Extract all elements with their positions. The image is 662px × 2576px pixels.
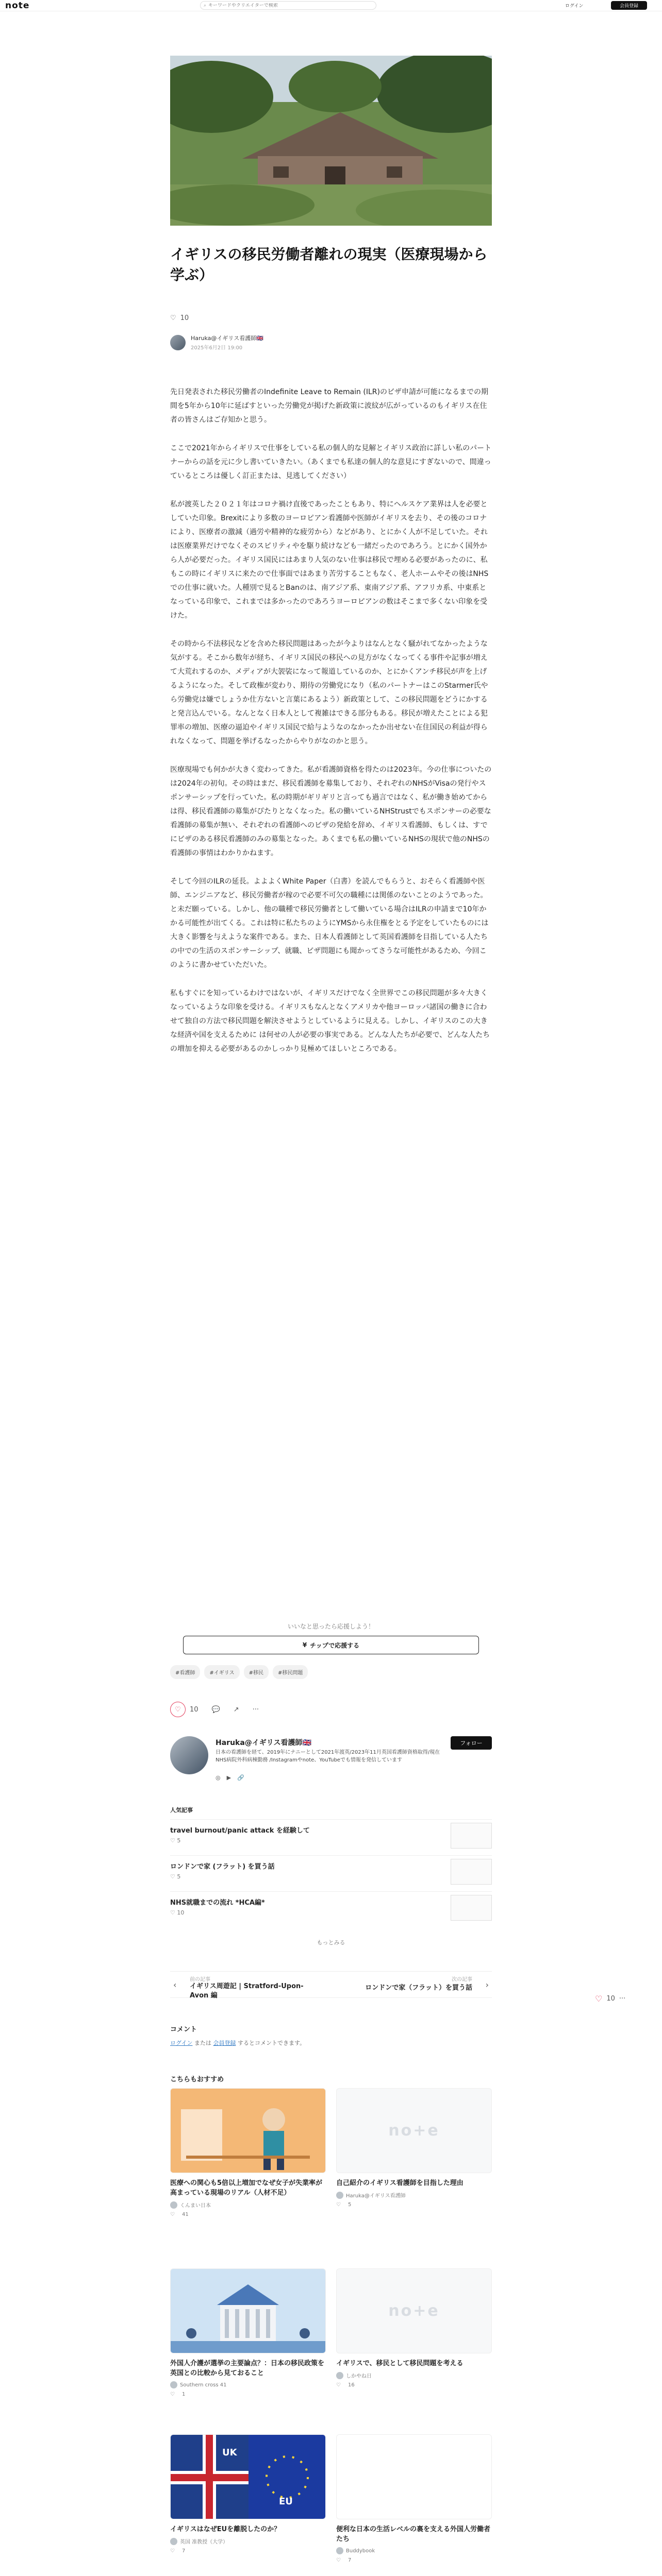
eu-label: EU — [279, 2496, 293, 2507]
recs-heading: こちらもおすすめ — [170, 2076, 224, 2083]
follow-button[interactable]: フォロー — [451, 1736, 492, 1750]
list-item[interactable] — [170, 1891, 492, 1922]
heart-icon: ♡ — [170, 1909, 177, 1916]
popular-likes: ♡ 5 — [170, 1837, 181, 1844]
tag[interactable]: #移民 — [244, 1665, 269, 1679]
rec-author: くんまい日本 — [170, 2201, 326, 2209]
thumbnail — [451, 1823, 492, 1849]
like-group — [170, 1702, 198, 1717]
rec-image — [170, 2268, 326, 2353]
tip-label: チップで応援する — [310, 1641, 360, 1649]
hero-photo — [170, 56, 492, 226]
heart-icon: ♡ — [170, 1837, 177, 1844]
avatar — [336, 2372, 343, 2379]
prev-next-nav — [170, 1971, 492, 1998]
rec-title: イギリスはなぜEUを離脱したのか？ — [170, 2526, 281, 2533]
author-card-name[interactable]: Haruka@イギリス看護師🇬🇧 — [216, 1739, 311, 1747]
tag[interactable]: #移民問題 — [273, 1665, 308, 1679]
support-section — [170, 1622, 492, 1654]
rec-image — [336, 2088, 492, 2173]
action-bar — [170, 1702, 259, 1717]
rec-card[interactable] — [336, 2268, 492, 2388]
tip-icon: ¥ — [302, 1641, 307, 1649]
rec-title: 外国人介護が選挙の主要論点？：日本の移民政策を英国との比較から見ておること — [170, 2360, 325, 2377]
next-article-link[interactable]: ロンドンで家（フラット）を買う話 — [365, 1984, 472, 1992]
popular-title: travel burnout/panic attack を経験して — [170, 1827, 310, 1835]
floating-like — [595, 1994, 625, 2004]
recommendations — [170, 2074, 492, 2563]
chevron-right-icon[interactable]: › — [485, 1980, 489, 1990]
heart-icon[interactable]: ♡ — [595, 1994, 603, 2004]
next-label: 次の記事 — [452, 1977, 472, 1982]
rec-title: 医療への関心も5倍以上増加でなぜ女子が失業率が高まっている現場のリアル（人材不足） — [170, 2179, 323, 2197]
youtube-icon[interactable]: ▶ — [226, 1774, 231, 1781]
publish-date: 2025年6月2日 19:00 — [191, 345, 243, 351]
paragraph: そして今回のILRの延長。よよよくWhite Paper（白書）を読んでもらうと、おそらく看護師や医師、エンジニアなど、移民労働者が稼ので必要不可欠の職種には関係のないことのようであった。と未だ願っている。しかし、他の職種で移民労働者として働いている場合はILRの申請まで10年かかる可能性が出てくる。これは特に私たちのようにYMSから永住権をとる予定をしていたものには大きく影響を与えような案件である。また、日本人看護師として英国看護師を目指している人たちの中での生活のスポンサーシップ、就職、ビザ問題にも聞かってさうな可能性があるため、今回このように書かせていただいた。 — [170, 877, 489, 969]
rec-image — [170, 2088, 326, 2173]
website-icon[interactable]: 🔗 — [237, 1774, 244, 1781]
rec-title: 便利な日本の生活レベルの裏を支える外国人労働者たち — [336, 2526, 491, 2543]
popular-likes: ♡ 5 — [170, 1873, 181, 1880]
floating-like-count: 10 — [606, 1995, 615, 2003]
like-count: 10 — [190, 1705, 198, 1714]
heart-icon: ♡ — [170, 2212, 175, 2217]
heart-icon: ♡ — [170, 1873, 177, 1880]
more-icon[interactable]: ··· — [252, 1705, 259, 1714]
instagram-icon[interactable]: ◎ — [216, 1774, 221, 1781]
rec-stats: ♡ 16 — [336, 2382, 355, 2388]
paragraph: 私が渡英した２０２１年はコロナ禍け直後であったこともあり、特にヘルスケア業界は人を必要としていた印象。Brexitにより多数のヨーロピアン看護師や医師がイギリスを去り、その後のコロナにより、医療者の激減（過労や精神的な疲労から）などがあり、とにかく人が不足していた。それは医療業界だけでなくそのスピリティやを駆り続けなども一緒だったのであろう。とにかく国外から人が必要だった。イギリス国民にはあまり人気のない仕事は移民で埋める必要があったのに、私もこの時にイギリスに来たので仕事面ではあまり苦労することもなく、老人ホームやその後はNHSでの仕事に就いた。人種別で見るとBanのは、南アジア系、東南アジア系、アフリカ系、中東系となっている印象で、これまでは多かったのであろうヨーロピアンの数はそこまで多くない印象を受けた。 — [170, 500, 489, 620]
author-avatar[interactable] — [170, 1736, 208, 1774]
signup-button[interactable]: 会員登録 — [611, 1, 647, 10]
popular-likes: ♡ 10 — [170, 1909, 185, 1916]
search-icon: ⌕ — [204, 3, 207, 8]
popular-heading: 人気記事 — [170, 1807, 193, 1814]
prev-label: 前の記事 — [190, 1977, 210, 1982]
rec-image — [336, 2268, 492, 2353]
rec-image — [170, 2434, 326, 2519]
share-icon[interactable]: ↗ — [233, 1705, 239, 1714]
rec-author: Southern cross 41 — [170, 2381, 326, 2388]
comments-section — [170, 2024, 492, 2047]
tag-list — [170, 1665, 308, 1679]
comment-signup-link[interactable]: 会員登録 — [213, 2040, 236, 2046]
heart-icon: ♡ — [170, 2548, 175, 2554]
author-meta — [170, 334, 263, 351]
article-body — [170, 385, 492, 1071]
popular-title: NHS就職までの流れ *HCA編* — [170, 1899, 265, 1907]
rec-author: 英国 准教授（大学） — [170, 2537, 326, 2545]
heart-icon: ♡ — [170, 2392, 175, 2397]
avatar — [336, 2192, 343, 2199]
login-link[interactable]: ログイン — [565, 4, 584, 9]
social-links — [216, 1774, 244, 1781]
tip-button[interactable] — [183, 1636, 479, 1654]
note-placeholder-logo: no+e — [388, 2302, 440, 2320]
rec-stats: ♡ 7 — [336, 2557, 352, 2563]
rec-author: しかやね日 — [336, 2371, 492, 2379]
search-box[interactable] — [200, 1, 376, 10]
heart-icon: ♡ — [336, 2557, 341, 2563]
comment-login-link[interactable]: ログイン — [170, 2040, 193, 2046]
prev-article-link[interactable]: イギリス周遊記 | Stratford-Upon-Avon 編 — [190, 1982, 304, 1999]
paragraph: その時から不法移民などを含めた移民問題はあったが今よりはなんとなく騒がれてなかったような気がする。そこから数年が経ち、イギリス国民の移民への見方がなくなってくる事件や記事が増えて大荒れするのか、メディアが大袈裟になって報道しているのか、とにかくアンチ移民が声を上げるようになった。そして政権が変わり、期待の労働党になり（私のパートナーはこのStarmer氏やら労働党は嫌でしょうか仕方ないと言葉にあるよう）新政策として、この移民問題をどうにかすると発言込んでいる。なんとなく日本人として複雑はできる部分もある。移民が増えたことによる犯罪率の増加、医療の逼迫やイギリス国民で給与ようなのなかったか出せない在住国民の利益が得られなくなって、問題を挙げるなったからやりがなのかと思う。 — [170, 640, 488, 745]
rec-card[interactable] — [170, 2434, 326, 2554]
author-bio: 日本の看護師を経て、2019年にナニーとして2021年渡英/2023年11月英国看護師資格取得/現在NHS病院外科病棟勤務 /Instagramやnote、YouTubeでも情報を発信しています — [216, 1750, 440, 1763]
rec-card[interactable] — [336, 2088, 492, 2208]
avatar[interactable] — [170, 335, 186, 350]
heart-icon: ♡ — [336, 2202, 341, 2208]
avatar — [170, 2201, 177, 2209]
heart-icon[interactable]: ♡ — [170, 314, 176, 322]
paragraph: 医療現場でも何かが大きく変わってきた。私が看護師資格を得たのは2023年。今の仕事についたのは2024年の初旬。その時はまだ、移民看護師を募集しており、それぞれのNHSがVisaの発行やスポンサーシップを行っていた。私の時期がギリギリと言っても過言ではなく、私が働き始めてからは得、移民看護師の募集がぴたりとなくなった。私の働いているNHStrustでもスポンサーの必要な看護師の募集が無い、それぞれの看護師へのビザの発給を辞め、イギリス看護師、もしくは、すでにビザのある移民看護師のみの募集となった。あくまでも私の働いているNHSの現状で他のNHSの看護師の事情はわかりかねます。 — [170, 766, 492, 857]
paragraph: 私もすぐにを知っているわけではないが、イギリスだけでなく全世界でこの移民問題が多々大きくなっているような印象を受ける。イギリスもなんとなくアメリカや他ヨーロッパ諸国の働きに合わせて独自の方法で移民問題を解決させようとしているように見える。しかし、イギリスのこの大きな経済や国を支えるために は何せの人が必要の事実である。どんな人たちが必要で、どんな人たちの増加を抑える必要があるのかしっかり見極めてほしいところである。 — [170, 989, 490, 1053]
list-item[interactable] — [170, 1819, 492, 1850]
more-link[interactable]: もっとみる — [317, 1939, 345, 1946]
rec-image — [336, 2434, 492, 2519]
rec-stats: ♡ 41 — [170, 2212, 189, 2217]
rec-author: Haruka@イギリス看護師 — [336, 2191, 492, 2199]
comments-login-prompt: ログイン または 会員登録 するとコメントできます。 — [170, 2040, 306, 2046]
rec-card[interactable] — [170, 2088, 326, 2217]
note-placeholder-logo: no+e — [388, 2122, 440, 2140]
tag[interactable]: #看護師 — [170, 1665, 200, 1679]
rec-author: Buddybook — [336, 2547, 492, 2554]
comments-heading: コメント — [170, 2026, 197, 2033]
article-title: イギリスの移民労働者離れの現実（医療現場から学ぶ） — [170, 246, 488, 283]
article-likes — [170, 314, 189, 322]
avatar — [170, 2538, 177, 2545]
paragraph: 先日発表された移民労働者のIndefinite Leave to Remain (ILR)のビザ申請が可能になるまでの期間を5年から10年に延ばすといった労働党が掲げた新政策に波紋が広がっているのもイギリス在住者の皆さんはご存知かと思う。 — [170, 388, 488, 424]
popular-articles — [170, 1806, 492, 1916]
avatar — [336, 2547, 343, 2554]
heart-icon: ♡ — [175, 1705, 181, 1714]
rec-stats: ♡ 1 — [170, 2392, 186, 2397]
note-logo[interactable]: note — [5, 1, 30, 11]
more-icon[interactable]: ··· — [619, 1995, 626, 2003]
likes-count: 10 — [180, 314, 189, 322]
hero-image — [170, 56, 492, 226]
rec-stats: ♡ 5 — [336, 2202, 352, 2208]
uk-label: UK — [222, 2447, 237, 2458]
rec-title: イギリスで、移民として移民問題を考える — [336, 2360, 464, 2367]
popular-title: ロンドンで家 (フラット) を買う話 — [170, 1863, 275, 1871]
search-input[interactable] — [208, 3, 363, 8]
paragraph: ここで2021年からイギリスで仕事をしている私の個人的な見解とイギリス政治に詳しい私のパートナーからの話を元に少し書いていきたい。（あくまでも私達の個人的な意見にすぎないので、間違っているところは優しく訂正または、見逃してください） — [170, 444, 492, 480]
rec-card[interactable] — [336, 2434, 492, 2563]
tag[interactable]: #イギリス — [204, 1665, 239, 1679]
avatar — [170, 2381, 177, 2388]
thumbnail — [451, 1859, 492, 1885]
rec-stats: ♡ 7 — [170, 2548, 186, 2554]
like-button[interactable] — [170, 1702, 186, 1717]
rec-card[interactable] — [170, 2268, 326, 2397]
heart-icon: ♡ — [336, 2382, 341, 2388]
author-name[interactable]: Haruka@イギリス看護師🇬🇧 — [191, 335, 263, 342]
chevron-left-icon[interactable]: ‹ — [173, 1980, 177, 1990]
thumbnail — [451, 1895, 492, 1921]
list-item[interactable] — [170, 1855, 492, 1886]
rec-title: 自己紹介のイギリス看護師を目指した理由 — [336, 2179, 464, 2187]
site-header — [0, 0, 662, 11]
support-question: いいなと思ったら応援しよう！ — [287, 1623, 374, 1630]
comment-icon[interactable]: 💬 — [211, 1705, 220, 1714]
